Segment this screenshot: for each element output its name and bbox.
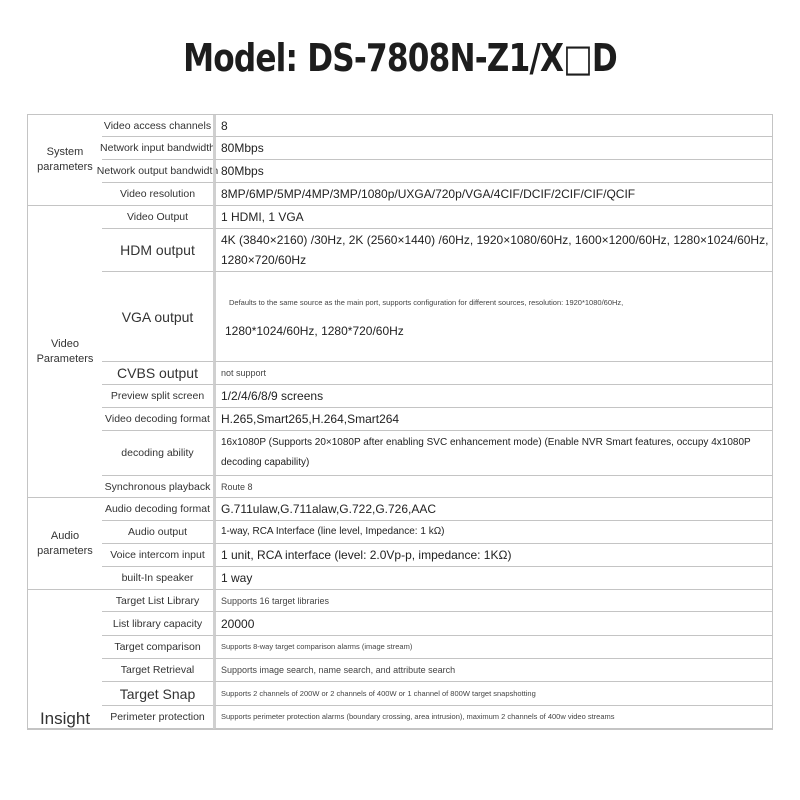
row-label: VGA output [102,272,213,362]
row-value [213,272,772,362]
row-value-line: 1280*1024/60Hz, 1280*720/60Hz [225,323,404,338]
row-label: Video access channels [102,115,213,137]
group-label: Audio parameters [28,498,102,590]
row-value: 1-way, RCA Interface (line level, Impedance: 1 kΩ) [213,521,772,544]
row-label: decoding ability [102,431,213,476]
row-label: CVBS output [102,362,213,385]
row-value: 1/2/4/6/8/9 screens [213,385,772,408]
group-label: Insight [28,590,102,729]
row-value: not support [213,362,772,385]
group-label: System parameters [28,115,102,206]
row-label: Audio output [102,521,213,544]
row-value-line: Defaults to the same source as the main port, supports configuration for different sources, resolution: 1920*1080/60Hz, [229,297,624,307]
row-label: Network input bandwidth [102,137,213,160]
row-label: Video Output [102,206,213,229]
row-label: Target List Library [102,590,213,612]
row-label: Synchronous playback [102,476,213,498]
row-value: 8 [213,115,772,137]
row-value: H.265,Smart265,H.264,Smart264 [213,408,772,431]
row-value: 1 unit, RCA interface (level: 2.0Vp-p, impedance: 1KΩ) [213,544,772,567]
row-value: 20000 [213,612,772,636]
row-value: Route 8 [213,476,772,498]
row-value: Supports image search, name search, and attribute search [213,659,772,682]
row-value: 4K (3840×2160) /30Hz, 2K (2560×1440) /60Hz, 1920×1080/60Hz, 1600×1200/60Hz, 1280×1024/60Hz, 1280×720/60Hz [213,229,772,272]
row-label: Target comparison [102,636,213,659]
row-label: Target Snap [102,682,213,706]
row-label: Audio decoding format [102,498,213,521]
row-label: Network output bandwidth [102,160,213,183]
row-label: built-In speaker [102,567,213,590]
row-value: 80Mbps [213,160,772,183]
row-label: Voice intercom input [102,544,213,567]
spec-table [27,114,773,730]
row-value: Supports 2 channels of 200W or 2 channels of 400W or 1 channel of 800W target snapshotting [213,682,772,706]
row-label: HDM output [102,229,213,272]
row-value: G.711ulaw,G.711alaw,G.722,G.726,AAC [213,498,772,521]
row-value: Supports 8-way target comparison alarms (image stream) [213,636,772,659]
row-label: Target Retrieval [102,659,213,682]
row-label: Preview split screen [102,385,213,408]
row-value: Supports perimeter protection alarms (boundary crossing, area intrusion), maximum 2 channels of 400w video streams [213,706,772,729]
row-label: Perimeter protection [102,706,213,729]
row-label: List library capacity [102,612,213,636]
row-value: 16x1080P (Supports 20×1080P after enabling SVC enhancement mode) (Enable NVR Smart features, occupy 4x1080P decoding capability) [213,431,772,476]
row-value: 8MP/6MP/5MP/4MP/3MP/1080p/UXGA/720p/VGA/4CIF/DCIF/2CIF/CIF/QCIF [213,183,772,206]
row-value: 1 way [213,567,772,590]
row-value: 80Mbps [213,137,772,160]
group-label: Video Parameters [28,206,102,498]
row-label: Video resolution [102,183,213,206]
page-title: Model: DS-7808N-Z1/X□D [183,36,617,80]
row-value: 1 HDMI, 1 VGA [213,206,772,229]
row-label: Video decoding format [102,408,213,431]
row-value: Supports 16 target libraries [213,590,772,612]
